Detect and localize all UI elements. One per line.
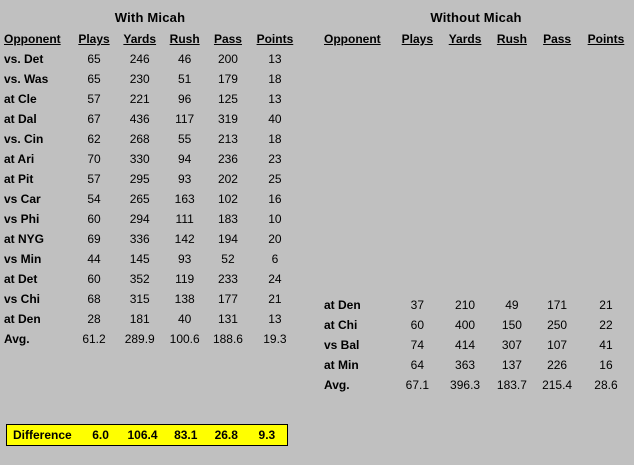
cell-opponent: vs. Cin <box>4 132 44 146</box>
spacer-row <box>320 74 632 99</box>
cell-opponent: vs. Was <box>4 72 49 86</box>
cell-plays: 65 <box>87 52 101 66</box>
column-header-yards: Yards <box>448 32 482 46</box>
cell-opponent: at Ari <box>4 152 35 166</box>
cell-plays: 60 <box>87 212 101 226</box>
cell-plays: 70 <box>87 152 101 166</box>
cell-pass: 226 <box>547 357 568 372</box>
cell-points: 16 <box>268 192 282 206</box>
cell-pass: 183 <box>217 212 238 226</box>
column-header-yards: Yards <box>123 32 157 46</box>
cell-pass: 171 <box>547 297 568 312</box>
cell-opponent: at NYG <box>4 232 45 246</box>
column-header-opponent: Opponent <box>324 32 381 46</box>
cell-average-points: 28.6 <box>594 377 618 392</box>
cell-pass: 200 <box>217 52 238 66</box>
cell-points: 18 <box>268 132 282 146</box>
cell-yards: 145 <box>129 252 150 266</box>
column-header-pass: Pass <box>213 32 242 46</box>
cell-rush: 138 <box>174 292 195 306</box>
difference-points: 9.3 <box>258 428 276 442</box>
cell-rush: 40 <box>177 312 192 326</box>
table-row <box>320 315 632 335</box>
cell-opponent: at Dal <box>4 112 37 126</box>
cell-pass: 125 <box>217 92 238 106</box>
cell-plays: 74 <box>410 337 425 352</box>
cell-points: 13 <box>268 92 282 106</box>
table-row <box>0 169 300 189</box>
table-row <box>0 109 300 129</box>
table-row <box>320 335 632 355</box>
cell-plays: 67 <box>87 112 101 126</box>
cell-plays: 60 <box>87 272 101 286</box>
cell-opponent: at Det <box>4 272 38 286</box>
cell-opponent: at Chi <box>324 317 358 332</box>
cell-opponent: vs Min <box>4 252 42 266</box>
cell-yards: 363 <box>455 357 476 372</box>
cell-pass: 177 <box>217 292 238 306</box>
cell-average-plays: 61.2 <box>82 332 106 346</box>
cell-rush: 111 <box>175 212 194 226</box>
cell-average-rush: 183.7 <box>496 377 527 392</box>
cell-average-yards: 396.3 <box>450 377 481 392</box>
cell-points: 21 <box>268 292 282 306</box>
spacer-row <box>320 197 632 222</box>
cell-plays: 64 <box>410 357 425 372</box>
table-row <box>0 249 300 269</box>
cell-plays: 65 <box>87 72 101 86</box>
cell-opponent: at Cle <box>4 92 37 106</box>
cell-opponent: at Den <box>4 312 41 326</box>
cell-plays: 57 <box>87 92 101 106</box>
cell-pass: 233 <box>217 272 238 286</box>
cell-rush: 93 <box>177 252 192 266</box>
cell-rush: 142 <box>174 232 195 246</box>
cell-pass: 107 <box>547 337 568 352</box>
column-header-rush: Rush <box>496 32 527 46</box>
cell-rush: 163 <box>174 192 195 206</box>
column-header-rush: Rush <box>169 32 200 46</box>
cell-plays: 60 <box>410 317 425 332</box>
table-row <box>0 309 300 329</box>
cell-yards: 315 <box>129 292 150 306</box>
cell-pass: 236 <box>217 152 238 166</box>
cell-rush: 307 <box>501 337 522 352</box>
cell-plays: 68 <box>87 292 101 306</box>
cell-points: 20 <box>268 232 282 246</box>
cell-average-pass: 188.6 <box>212 332 243 346</box>
cell-yards: 336 <box>129 232 150 246</box>
cell-plays: 62 <box>87 132 101 146</box>
average-row <box>320 375 632 395</box>
spacer-row <box>320 123 632 148</box>
table-row <box>0 209 300 229</box>
cell-points: 21 <box>599 297 613 312</box>
cell-average-label: Avg. <box>324 377 350 392</box>
cell-opponent: vs Phi <box>4 212 40 226</box>
cell-yards: 294 <box>129 212 150 226</box>
table-row <box>0 129 300 149</box>
table-row <box>0 189 300 209</box>
with-micah-table <box>0 31 300 349</box>
cell-yards: 221 <box>129 92 150 106</box>
cell-points: 13 <box>268 52 282 66</box>
without-micah-panel <box>320 0 632 395</box>
cell-rush: 46 <box>177 52 192 66</box>
cell-rush: 117 <box>175 112 195 126</box>
table-row <box>0 269 300 289</box>
table-row <box>0 229 300 249</box>
cell-points: 40 <box>268 112 282 126</box>
cell-average-points: 19.3 <box>263 332 287 346</box>
cell-average-pass: 215.4 <box>542 377 573 392</box>
spacer-row <box>320 270 632 295</box>
cell-opponent: vs Bal <box>324 337 360 352</box>
cell-rush: 55 <box>177 132 192 146</box>
cell-plays: 37 <box>410 297 425 312</box>
cell-rush: 137 <box>501 357 522 372</box>
cell-pass: 179 <box>217 72 238 86</box>
cell-plays: 28 <box>87 312 101 326</box>
cell-average-rush: 100.6 <box>169 332 200 346</box>
cell-points: 23 <box>268 152 282 166</box>
cell-opponent: at Min <box>324 357 359 372</box>
without-micah-table <box>320 31 632 395</box>
cell-yards: 414 <box>455 337 476 352</box>
table-row <box>320 355 632 375</box>
table-row <box>0 289 300 309</box>
table-row <box>0 69 300 89</box>
cell-average-yards: 289.9 <box>124 332 155 346</box>
table-row <box>320 295 632 315</box>
cell-pass: 319 <box>217 112 238 126</box>
spacer-row <box>320 246 632 271</box>
with-micah-title: With Micah <box>114 10 186 25</box>
without-micah-title: Without Micah <box>430 10 522 25</box>
cell-yards: 268 <box>129 132 150 146</box>
cell-opponent: vs. Det <box>4 52 44 66</box>
cell-pass: 194 <box>217 232 238 246</box>
table-row <box>0 89 300 109</box>
cell-yards: 265 <box>129 192 150 206</box>
cell-opponent: at Den <box>324 297 361 312</box>
cell-yards: 330 <box>129 152 150 166</box>
difference-pass: 26.8 <box>214 428 238 442</box>
column-header-points: Points <box>256 32 294 46</box>
spacer-row <box>320 172 632 197</box>
cell-yards: 295 <box>129 172 150 186</box>
difference-rush: 83.1 <box>174 428 198 442</box>
cell-plays: 57 <box>87 172 101 186</box>
table-row <box>0 149 300 169</box>
cell-pass: 213 <box>217 132 238 146</box>
cell-points: 13 <box>268 312 282 326</box>
spacer-row <box>320 49 632 74</box>
difference-yards: 106.4 <box>127 428 158 442</box>
column-header-opponent: Opponent <box>4 32 61 46</box>
cell-yards: 230 <box>129 72 150 86</box>
cell-opponent: vs Chi <box>4 292 41 306</box>
cell-points: 24 <box>268 272 282 286</box>
cell-pass: 202 <box>217 172 238 186</box>
cell-pass: 250 <box>547 317 568 332</box>
difference-table <box>7 425 287 445</box>
cell-pass: 131 <box>217 312 238 326</box>
cell-points: 18 <box>268 72 282 86</box>
spacer-row <box>320 147 632 172</box>
cell-yards: 246 <box>129 52 150 66</box>
cell-points: 10 <box>268 212 282 226</box>
cell-pass: 52 <box>221 252 235 266</box>
cell-yards: 352 <box>129 272 150 286</box>
cell-rush: 150 <box>501 317 522 332</box>
spacer-row <box>320 221 632 246</box>
table-header-row <box>320 31 632 49</box>
cell-pass: 102 <box>217 192 238 206</box>
cell-yards: 436 <box>129 112 150 126</box>
difference-plays: 6.0 <box>92 428 109 442</box>
cell-yards: 210 <box>455 297 476 312</box>
cell-plays: 54 <box>87 192 101 206</box>
with-micah-panel <box>0 0 300 349</box>
cell-points: 22 <box>599 317 613 332</box>
cell-rush: 49 <box>505 297 519 312</box>
column-header-plays: Plays <box>401 32 434 46</box>
difference-row <box>7 425 287 445</box>
column-header-pass: Pass <box>543 32 572 46</box>
cell-yards: 400 <box>455 317 476 332</box>
column-header-points: Points <box>587 32 625 46</box>
cell-average-label: Avg. <box>4 332 30 346</box>
cell-plays: 69 <box>87 232 101 246</box>
cell-rush: 94 <box>177 152 192 166</box>
cell-yards: 181 <box>129 312 150 326</box>
average-row <box>0 329 300 349</box>
cell-points: 16 <box>599 357 613 372</box>
cell-rush: 51 <box>177 72 192 86</box>
cell-points: 25 <box>268 172 282 186</box>
cell-average-plays: 67.1 <box>405 377 430 392</box>
difference-label: Difference <box>13 428 72 442</box>
cell-rush: 96 <box>177 92 192 106</box>
cell-plays: 44 <box>87 252 101 266</box>
spacer-row <box>320 98 632 123</box>
cell-rush: 93 <box>177 172 192 186</box>
cell-points: 41 <box>599 337 613 352</box>
cell-rush: 119 <box>175 272 195 286</box>
table-row <box>0 49 300 69</box>
cell-opponent: at Pit <box>4 172 34 186</box>
table-header-row <box>0 31 300 49</box>
cell-points: 6 <box>271 252 279 266</box>
column-header-plays: Plays <box>78 32 110 46</box>
cell-opponent: vs Car <box>4 192 41 206</box>
difference-box <box>6 424 288 446</box>
